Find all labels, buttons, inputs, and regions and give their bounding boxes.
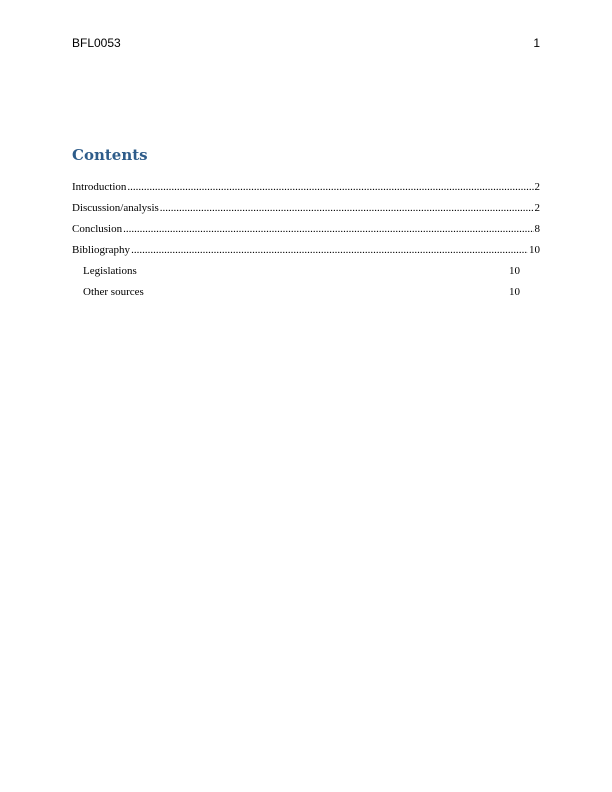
toc-entry-conclusion[interactable] [72, 222, 540, 243]
toc-entry-label: Introduction [72, 181, 127, 193]
toc-entry-introduction[interactable] [72, 180, 540, 201]
toc-subentry-page: 10 [509, 286, 520, 298]
header-page-number: 1 [533, 36, 540, 50]
toc-subentry-other-sources[interactable] [72, 285, 520, 306]
toc-subentry-label: Other sources [83, 286, 144, 298]
toc-dot-leader [160, 201, 534, 215]
header-doc-code: BFL0053 [72, 36, 121, 50]
toc-entry-label: Conclusion [72, 223, 123, 235]
toc-subentry-legislations[interactable] [72, 264, 520, 285]
toc-list [72, 180, 540, 306]
toc-entry-page: 2 [534, 181, 540, 193]
toc-dot-leader [123, 222, 533, 236]
toc-entry-page: 8 [534, 223, 540, 235]
toc-entry-page: 2 [534, 202, 540, 214]
toc-entry-label: Discussion/analysis [72, 202, 159, 214]
toc-dot-leader [127, 180, 533, 194]
toc-subentry-page: 10 [509, 265, 520, 277]
toc-entry-discussion[interactable] [72, 201, 540, 222]
toc-entry-bibliography[interactable] [72, 243, 540, 264]
toc-dot-leader [131, 243, 528, 257]
toc-entry-label: Bibliography [72, 244, 131, 256]
toc-subentry-label: Legislations [83, 265, 137, 277]
toc-entry-page: 10 [529, 244, 540, 256]
toc-title: Contents [72, 146, 148, 164]
